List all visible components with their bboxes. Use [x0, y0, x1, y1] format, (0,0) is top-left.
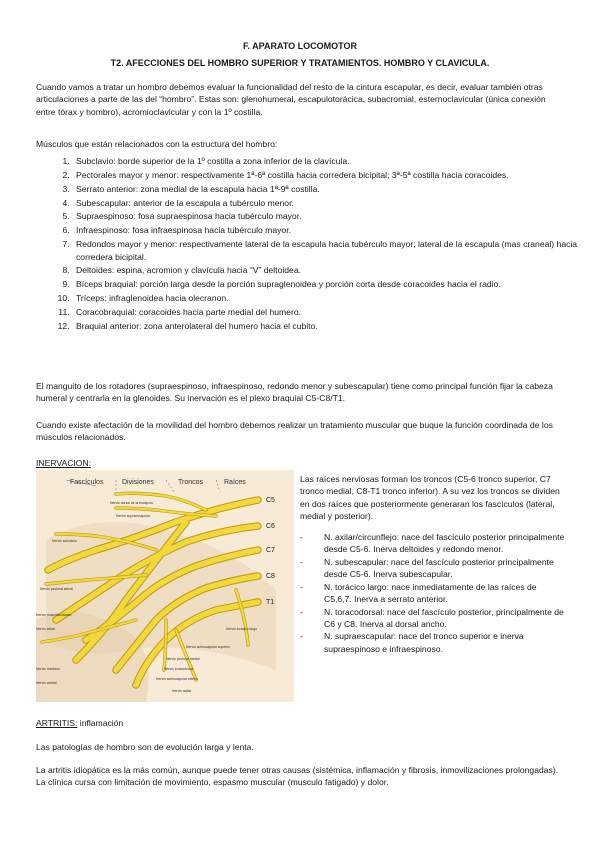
nerve-item-text: N. toracodorsal: nace del fascículo posterior, principalmente de C6 y C8. Inerva al dorsal ancho. — [324, 606, 564, 629]
rotator-cuff-paragraph: El manguito de los rotadores (supraespinoso, infraespinoso, redondo menor y subescapular) tiene como principal función fijar la cabeza humeral y centrarla en la glenoides. Su inervación es el plexo braquial C5-C8/T1. — [36, 381, 553, 404]
list-item — [300, 581, 566, 606]
nerve-label: Nervio torácico largo — [226, 627, 258, 631]
brachial-plexus-diagram — [36, 470, 294, 702]
nerve-item-text: N. axilar/circunflejo: nace del fascículo posterior principalmente desde C5-6. Inerva deltoides y redondo menor. — [324, 531, 565, 555]
column-label: Divisiones — [122, 479, 154, 486]
dash: - — [300, 606, 303, 617]
list-item: 9. Bíceps braquial: porción larga desde la porción supraglenoidea y porción corta desde coracoides hacia el radio. — [72, 278, 600, 290]
dash: - — [300, 556, 303, 567]
root-label: C7 — [266, 547, 275, 554]
list-item: 7. Redondos mayor y menor: respectivamente lateral de la escapula hacia tubérculo mayor; lateral de la escapula (mas craneal) hacia corredera bicipital. — [72, 238, 600, 263]
column-label: Troncos — [178, 479, 204, 486]
list-item: 3. Serrato anterior: zona medial de la escapula hacia 1ª-9ª costilla. — [72, 183, 600, 195]
list-item — [300, 556, 566, 581]
column-label: Fascículos — [70, 479, 104, 486]
nerve-label: Nervio radial — [172, 689, 192, 693]
pathology-paragraph: Las patologías de hombro son de evolución larga y lenta. — [36, 742, 254, 752]
list-item — [300, 606, 566, 631]
nerve-label: Nervio subescapular superior — [186, 645, 231, 649]
list-item: 11. Coracobraquial: coracoides hacia parte medial del humero. — [72, 306, 600, 318]
nerve-item-text: N. subescapular: nace del fascículo posterior principalmente desde C5-6. Inerva subescapular. — [324, 556, 554, 580]
dash: - — [300, 581, 303, 592]
nerve-list — [300, 531, 566, 656]
list-item: 1. Subclavio: borde superior de la 1º costilla a zona inferior de la clavícula. — [72, 155, 600, 167]
dash: - — [300, 631, 303, 642]
intro-paragraph: Cuando vamos a tratar un hombro debemos evaluar la funcionalidad del resto de la cintura escapular, es decir, evaluar también otras articulaciones a parte de las del “hombro”. Estas son: glenohumeral, escapulotorácica, subacromial, esternoclavicular (única conexión entre tórax y hombro), acromioclavicular y con la 1º costilla. — [36, 82, 546, 117]
muscles-title: Músculos que están relacionados con la estructura del hombro: — [36, 139, 278, 149]
nerve-item-text: N. torácico largo: nace inmediatamente de las raíces de C5,6,7. Inerva a serrato anterior. — [324, 581, 537, 605]
list-item: 2. Pectorales mayor y menor: respectivamente 1ª-6ª costilla hacia corredera bicipital; 3ª-5ª costilla hacia coracoides. — [72, 169, 600, 181]
column-label: Raíces — [224, 479, 246, 486]
muscles-list — [36, 155, 600, 334]
treatment-paragraph: Cuando existe afectación de la movilidad del hombro debemos realizar un tratamiento muscular que buque la función coordinada de los músculos relacionados. — [36, 420, 553, 443]
list-item — [300, 630, 566, 655]
root-label: C6 — [266, 523, 275, 530]
list-item: 4. Subescapular: anterior de la escapula a tubérculo menor. — [72, 197, 600, 209]
page-title: T2. AFECCIONES DEL HOMBRO SUPERIOR Y TRATAMIENTOS. HOMBRO Y CLAVICULA. — [110, 58, 490, 68]
list-item: 12. Braquial anterior: zona anterolateral del humero hacia el cubito. — [72, 320, 600, 332]
list-item: 6. Infraespinoso: fosa infraespinosa hacia tubérculo mayor. — [72, 224, 600, 236]
innervation-intro: Las raíces nerviosas forman los troncos (C5-6 tronco superior, C7 tronco medial, C8-T1 tronco inferior). A su vez los troncos se dividen en dos raíces que posteriormente generaran los fascículos (lateral, medial y posterior). — [300, 474, 560, 522]
nerve-label: Nervio pectoral lateral — [40, 587, 73, 591]
dash: - — [300, 531, 303, 542]
nerve-label: Nervio subclavio — [52, 539, 77, 543]
nerve-label: Nervio musculocutáneo — [36, 613, 72, 617]
nerve-label: Nervio axilar — [36, 627, 55, 631]
root-label: C5 — [266, 497, 275, 504]
nerve-label: Nervio dorsal de la escápula — [110, 501, 153, 505]
innervation-heading: INERVACION: — [36, 458, 92, 468]
brachial-plexus-figure — [36, 470, 294, 702]
nerve-label: Nervio mediano — [36, 667, 60, 671]
list-item — [300, 531, 566, 556]
nerve-item-text: N. supraescapular: nace del tronco superior e inerva supraespinoso e infraespinoso. — [324, 631, 524, 654]
innervation-text — [300, 473, 566, 655]
section-heading: F. APARATO LOCOMOTOR — [243, 41, 357, 51]
arthritis-line — [36, 717, 123, 729]
nerve-label: Nervio toracodorsal — [164, 667, 194, 671]
list-item: 8. Deltoides: espina, acromion y clavícula hacia “V” deltoidea. — [72, 264, 600, 276]
list-item: 10. Tríceps: infraglenoidea hacia olecranon. — [72, 292, 600, 304]
nerve-label: Nervio supraescapular — [116, 514, 150, 518]
root-label: T1 — [266, 599, 275, 606]
arthritis-label: ARTRITIS: — [36, 718, 78, 728]
arthritis-text: inflamación — [77, 718, 124, 728]
nerve-label: Nervio cubital — [36, 681, 57, 685]
list-item: 5. Supraespinoso: fosa supraespinosa hacia tubérculo mayor. — [72, 210, 600, 222]
root-label: C8 — [266, 573, 275, 580]
nerve-label: Nervio subescapular inferior — [156, 677, 199, 681]
nerve-label: Nervio pectoral medial — [166, 657, 200, 661]
idiopathic-paragraph: La artritis idiopática es la más común, aunque puede tener otras causas (sistémica, inflamación y fibrosis, inmovilizaciones prolongadas). La clínica cursa con limitación de movimiento, espasmo muscular (musculo fatigado) y dolor. — [36, 765, 559, 788]
